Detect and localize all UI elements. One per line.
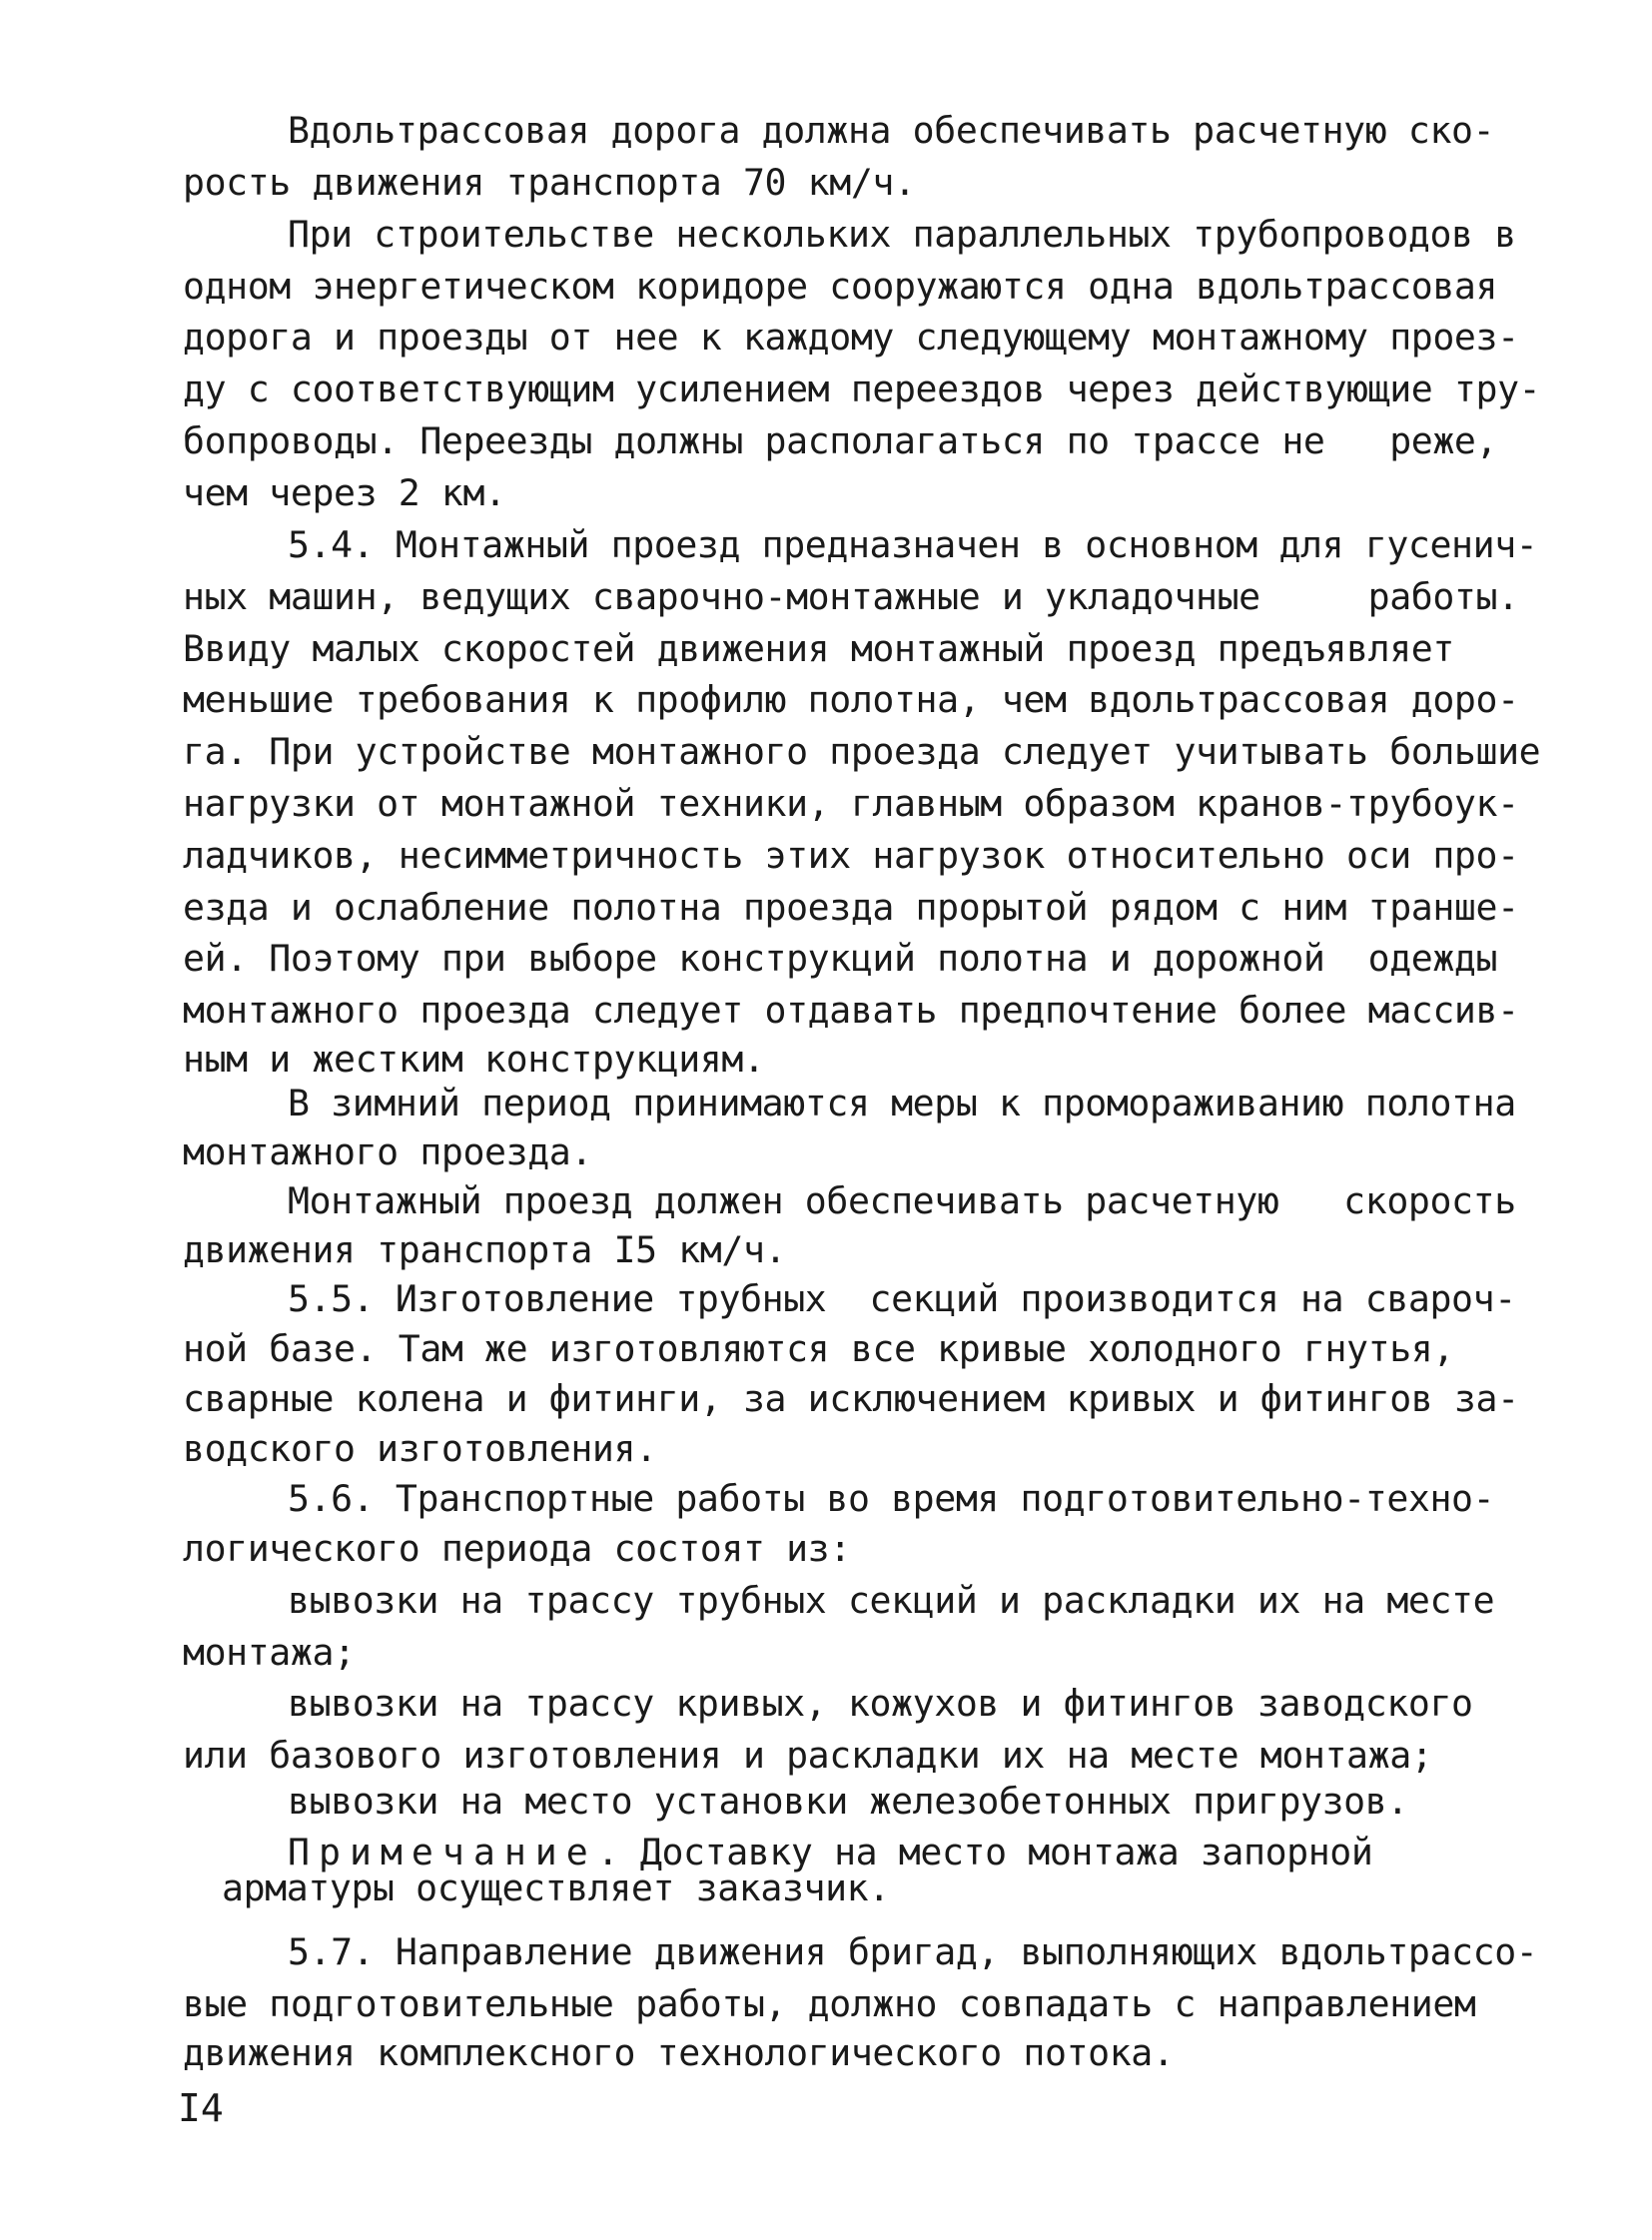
text-line: ной базе. Там же изготовляются все кривые холодного гнутья, [183, 1327, 1454, 1370]
note-text: . Доставку на место монтажа запорной [596, 1831, 1373, 1873]
text-line: меньшие требования к профилю полотна, чем вдольтрассовая доро- [183, 678, 1519, 721]
text-line: Вдольтрассовая дорога должна обеспечивать расчетную ско- [288, 109, 1495, 152]
text-line: При строительстве нескольких параллельных трубопроводов в [288, 213, 1516, 256]
text-line: бопроводы. Переезды должны располагаться по трассе не реже, [183, 419, 1498, 462]
text-line: ду с соответствующим усилением переездов через действующие тру- [183, 368, 1541, 410]
text-line: логического периода состоят из: [183, 1527, 851, 1570]
text-line: рость движения транспорта 70 км/ч. [183, 161, 916, 204]
text-line: чем через 2 км. [183, 471, 506, 514]
text-line: или базового изготовления и раскладки их на месте монтажа; [183, 1734, 1433, 1777]
text-line: 5.4. Монтажный проезд предназначен в основном для гусенич- [288, 523, 1538, 566]
text-line: дорога и проезды от нее к каждому следующему монтажному проез- [183, 316, 1519, 359]
text-line: 5.5. Изготовление трубных секций производится на свароч- [288, 1277, 1516, 1320]
text-line: ладчиков, несимметричность этих нагрузок относительно оси про- [183, 834, 1519, 877]
text-line: движения транспорта I5 км/ч. [183, 1228, 787, 1271]
text-line: вые подготовительные работы, должно совпадать с направлением [183, 1982, 1476, 2025]
text-line: вывозки на трассу трубных секций и раскладки их на месте [288, 1579, 1495, 1622]
text-line: Монтажный проезд должен обеспечивать расчетную скорость [288, 1179, 1516, 1222]
text-line: нагрузки от монтажной техники, главным образом кранов-трубоук- [183, 782, 1519, 825]
text-line: одном энергетическом коридоре сооружаются одна вдольтрассовая [183, 265, 1498, 308]
text-line: 5.7. Направление движения бригад, выполняющих вдольтрассо- [288, 1930, 1538, 1973]
text-line: монтажа; [183, 1631, 356, 1674]
text-line: ей. Поэтому при выборе конструкций полотна и дорожной одежды [183, 937, 1498, 980]
text-line: вывозки на место установки железобетонных пригрузов. [288, 1780, 1408, 1823]
text-line: езда и ослабление полотна проезда прорытой рядом с ним транше- [183, 886, 1519, 929]
text-line: монтажного проезда. [183, 1130, 592, 1173]
text-line: водского изготовления. [183, 1427, 657, 1470]
text-line: ных машин, ведущих сварочно-монтажные и укладочные работы. [183, 575, 1519, 618]
text-line: В зимний период принимаются меры к промораживанию полотна [288, 1082, 1516, 1124]
text-line: сварные колена и фитинги, за исключением кривых и фитингов за- [183, 1377, 1519, 1420]
text-line: вывозки на трассу кривых, кожухов и фитингов заводского [288, 1682, 1473, 1725]
text-line: га. При устройстве монтажного проезда следует учитывать большие [183, 730, 1541, 773]
text-line: Ввиду малых скоростей движения монтажный проезд предъявляет [183, 627, 1454, 670]
text-line: движения комплексного технологического потока. [183, 2031, 1175, 2074]
note-label: Примечание [288, 1831, 597, 1873]
note-line: арматуры осуществляет заказчик. [222, 1867, 890, 1909]
text-line: 5.6. Транспортные работы во время подготовительно-техно- [288, 1477, 1495, 1520]
text-line: монтажного проезда следует отдавать предпочтение более массив- [183, 989, 1519, 1032]
text-line: ным и жестким конструкциям. [183, 1038, 765, 1081]
page-number: I4 [178, 2086, 224, 2130]
